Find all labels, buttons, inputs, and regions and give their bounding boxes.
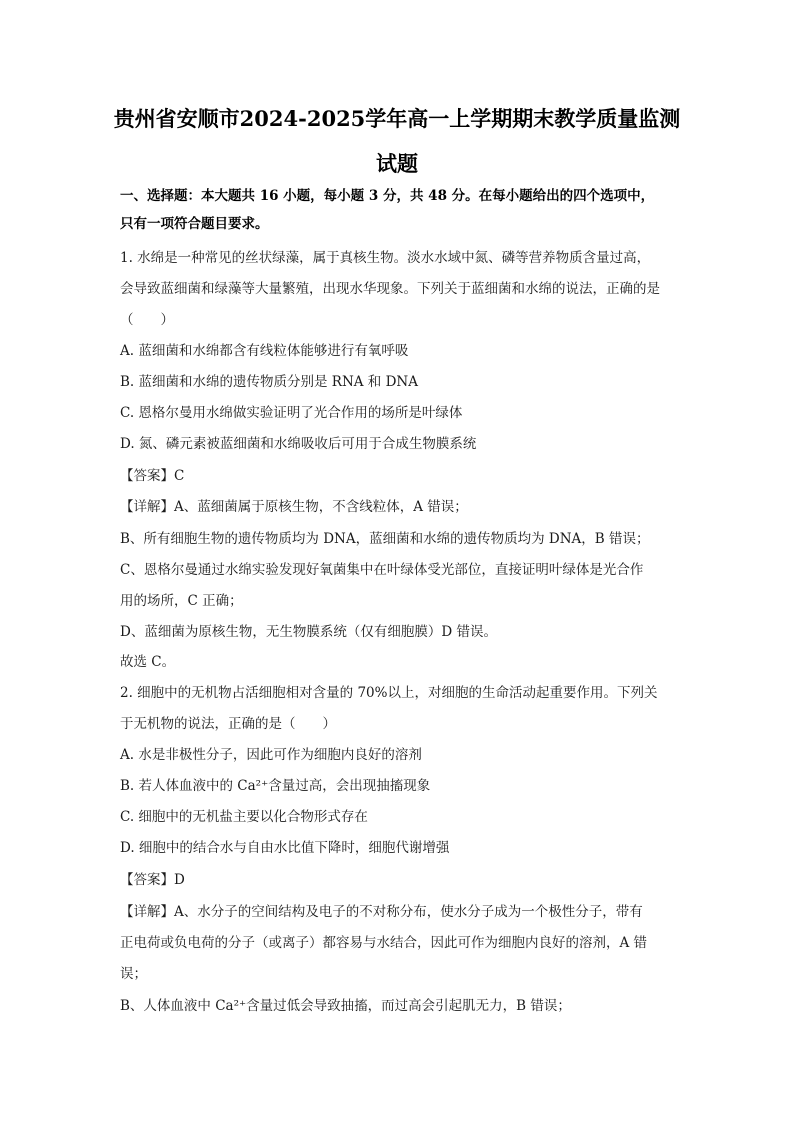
q1-detail-b: B、所有细胞生物的遗传物质均为 DNA，蓝细菌和水绵的遗传物质均为 DNA，B 错误；	[120, 531, 650, 547]
q1-detail-d: D、蓝细菌为原核生物，无生物膜系统（仅有细胞膜）D 错误。	[120, 624, 497, 640]
q2-option-c: C. 细胞中的无机盐主要以化合物形式存在	[120, 809, 368, 825]
q1-detail-c: C、恩格尔曼通过水绵实验发现好氧菌集中在叶绿体受光部位，直接证明叶绿体是光合作	[120, 562, 644, 578]
q1-option-b: B. 蓝细菌和水绵的遗传物质分别是 RNA 和 DNA	[120, 374, 418, 390]
q2-detail: 【详解】A、水分子的空间结构及电子的不对称分布，使水分子成为一个极性分子，带有	[120, 904, 643, 920]
q1-option-d: D. 氮、磷元素被蓝细菌和水绵吸收后可用于合成生物膜系统	[120, 436, 477, 452]
document-title: 贵州省安顺市2024-2025学年高一上学期期末教学质量监测	[113, 106, 681, 131]
q2-stem: 2. 细胞中的无机物占活细胞相对含量的 70%以上，对细胞的生命活动起重要作用。下列关	[120, 685, 658, 701]
q2-detail-continued-2: 误；	[120, 966, 147, 982]
q1-stem: 1. 水绵是一种常见的丝状绿藻，属于真核生物。淡水水域中氮、磷等营养物质含量过高，	[120, 250, 651, 266]
q1-conclusion: 故选 C。	[120, 654, 176, 670]
q1-detail-c-continued: 用的场所，C 正确；	[120, 593, 243, 609]
q2-option-b: B. 若人体血液中的 Ca²⁺含量过高，会出现抽搐现象	[120, 778, 431, 794]
q2-answer: 【答案】D	[120, 872, 185, 888]
q1-answer-blank: （ ）	[120, 312, 174, 328]
q2-option-d: D. 细胞中的结合水与自由水比值下降时，细胞代谢增强	[120, 840, 450, 856]
q1-detail: 【详解】A、蓝细菌属于原核生物，不含线粒体，A 错误；	[120, 499, 468, 515]
q1-stem-continued: 会导致蓝细菌和绿藻等大量繁殖，出现水华现象。下列关于蓝细菌和水绵的说法，正确的是	[120, 281, 660, 297]
q2-stem-continued: 于无机物的说法，正确的是（ ）	[120, 716, 336, 732]
q1-answer: 【答案】C	[120, 468, 185, 484]
q2-option-a: A. 水是非极性分子，因此可作为细胞内良好的溶剂	[120, 747, 422, 763]
q1-option-c: C. 恩格尔曼用水绵做实验证明了光合作用的场所是叶绿体	[120, 405, 463, 421]
section-heading-continued: 只有一项符合题目要求。	[120, 216, 269, 232]
q2-detail-b: B、人体血液中 Ca²⁺含量过低会导致抽搐，而过高会引起肌无力，B 错误；	[120, 998, 571, 1014]
document-title-continued: 试题	[376, 151, 418, 176]
q2-detail-continued: 正电荷或负电荷的分子（或离子）都容易与水结合，因此可作为细胞内良好的溶剂，A 错	[120, 935, 648, 951]
q1-option-a: A. 蓝细菌和水绵都含有线粒体能够进行有氧呼吸	[120, 343, 409, 359]
section-heading: 一、选择题：本大题共 16 小题，每小题 3 分，共 48 分。在每小题给出的四个选项中，	[120, 188, 655, 204]
